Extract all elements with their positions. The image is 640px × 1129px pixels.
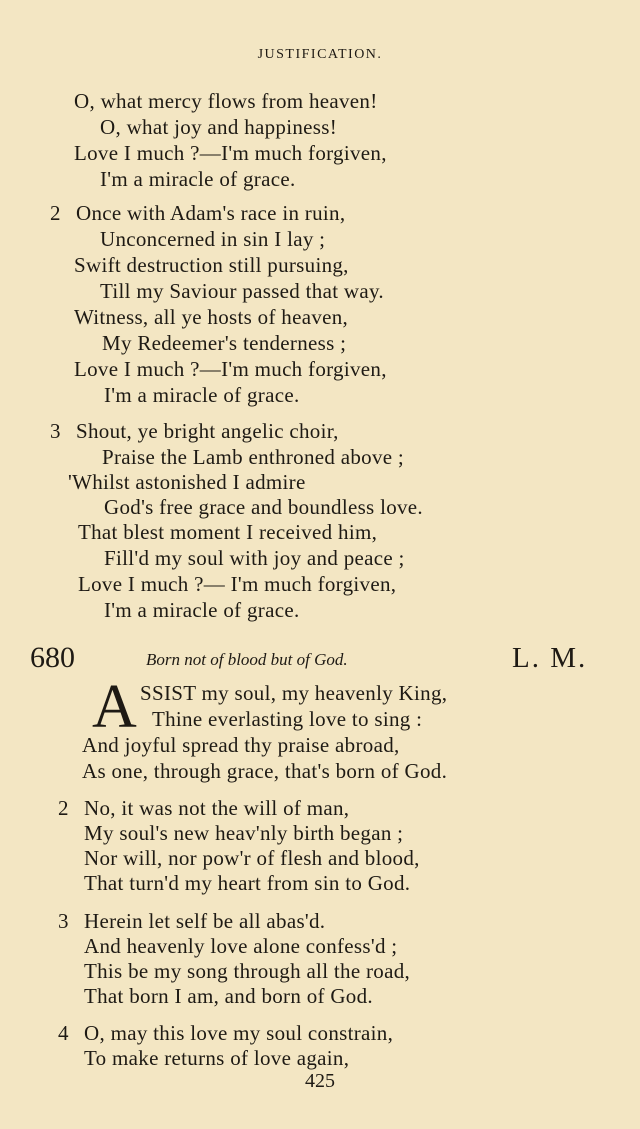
verse-line: And joyful spread thy praise abroad, bbox=[82, 733, 400, 757]
verse-line: Herein let self be all abas'd. bbox=[84, 909, 326, 933]
verse-line: Witness, all ye hosts of heaven, bbox=[74, 305, 349, 329]
verse-line: O, may this love my soul constrain, bbox=[84, 1021, 394, 1045]
verse-line: God's free grace and boundless love. bbox=[104, 495, 423, 519]
verse-line: SSIST my soul, my heavenly King, bbox=[140, 681, 448, 705]
verse-line: 'Whilst astonished I admire bbox=[68, 470, 306, 494]
hymn-title: Born not of blood but of God. bbox=[146, 650, 348, 669]
verse-line: Once with Adam's race in ruin, bbox=[76, 201, 346, 225]
verse-line: That born I am, and born of God. bbox=[84, 984, 373, 1008]
page-number: 425 bbox=[305, 1070, 335, 1092]
verse-line: Shout, ye bright angelic choir, bbox=[76, 419, 339, 443]
stanza-number: 2 bbox=[50, 201, 61, 225]
verse-line: And heavenly love alone confess'd ; bbox=[84, 934, 398, 958]
verse-line: O, what mercy flows from heaven! bbox=[74, 89, 378, 113]
verse-line: Praise the Lamb enthroned above ; bbox=[102, 445, 405, 469]
drop-cap: A bbox=[92, 673, 137, 741]
verse-line: As one, through grace, that's born of God. bbox=[82, 759, 448, 783]
verse-line: I'm a miracle of grace. bbox=[104, 598, 300, 622]
verse-line: Love I much ?—I'm much forgiven, bbox=[74, 141, 387, 165]
verse-line: That blest moment I received him, bbox=[78, 520, 378, 544]
verse-line: No, it was not the will of man, bbox=[84, 796, 350, 820]
verse-line: Love I much ?— I'm much forgiven, bbox=[78, 572, 397, 596]
verse-line: My soul's new heav'nly birth began ; bbox=[84, 821, 404, 845]
stanza-number: 4 bbox=[58, 1021, 69, 1045]
hymn-number: 680 bbox=[30, 641, 75, 674]
verse-line: I'm a miracle of grace. bbox=[104, 383, 300, 407]
verse-line: To make returns of love again, bbox=[84, 1046, 350, 1070]
verse-line: Fill'd my soul with joy and peace ; bbox=[104, 546, 405, 570]
verse-line: Nor will, nor pow'r of flesh and blood, bbox=[84, 846, 420, 870]
stanza-number: 2 bbox=[58, 796, 69, 820]
verse-line: Love I much ?—I'm much forgiven, bbox=[74, 357, 387, 381]
stanza-number: 3 bbox=[50, 419, 61, 443]
hymn-meter: L. M. bbox=[512, 642, 588, 674]
verse-line: Thine everlasting love to sing : bbox=[152, 707, 423, 731]
verse-line: This be my song through all the road, bbox=[84, 959, 411, 983]
verse-line: My Redeemer's tenderness ; bbox=[102, 331, 347, 355]
stanza-number: 3 bbox=[58, 909, 69, 933]
verse-line: Till my Saviour passed that way. bbox=[100, 279, 384, 303]
verse-line: O, what joy and happiness! bbox=[100, 115, 338, 139]
verse-line: Unconcerned in sin I lay ; bbox=[100, 227, 326, 251]
verse-line: I'm a miracle of grace. bbox=[100, 167, 296, 191]
running-header: JUSTIFICATION. bbox=[257, 47, 383, 62]
verse-line: Swift destruction still pursuing, bbox=[74, 253, 349, 277]
verse-line: That turn'd my heart from sin to God. bbox=[84, 871, 411, 895]
